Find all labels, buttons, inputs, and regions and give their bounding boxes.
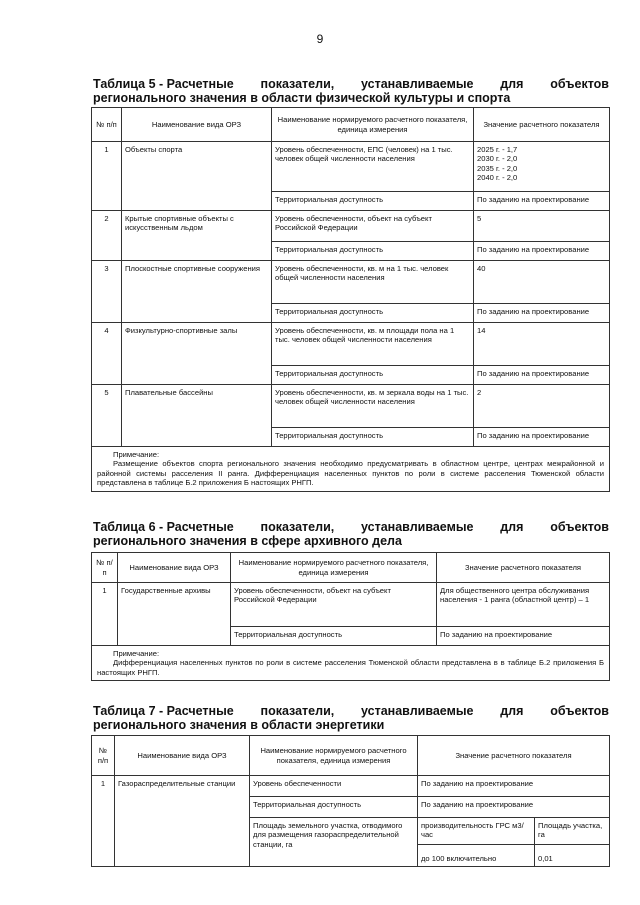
header-indicator: Наименование нормируемого расчетного показателя, единица измерения bbox=[272, 108, 474, 142]
row-num: 1 bbox=[92, 583, 118, 646]
table7 bbox=[91, 735, 610, 867]
row-num: 2 bbox=[92, 211, 122, 261]
row-indicator: Территориальная доступность bbox=[272, 366, 474, 385]
row-value: 2025 г. - 1,7 2030 г. - 2,0 2035 г. - 2,0 2040 г. - 2,0 bbox=[474, 142, 610, 192]
table6-header-row bbox=[92, 553, 610, 583]
header-value: Значение расчетного показателя bbox=[418, 736, 610, 776]
row-value: 14 bbox=[474, 323, 610, 366]
row-value: По заданию на проектирование bbox=[474, 304, 610, 323]
table7-header-row bbox=[92, 736, 610, 776]
table-row bbox=[92, 211, 610, 242]
table-row bbox=[92, 776, 610, 797]
row-name: Газораспределительные станции bbox=[115, 776, 250, 867]
header-value: Значение расчетного показателя bbox=[437, 553, 610, 583]
header-num: № п/п bbox=[92, 736, 115, 776]
row-num: 1 bbox=[92, 142, 122, 211]
table6-note-row bbox=[92, 646, 610, 681]
table5-header-row bbox=[92, 108, 610, 142]
row-name: Объекты спорта bbox=[122, 142, 272, 211]
row-indicator: Территориальная доступность bbox=[272, 304, 474, 323]
table6-note: Примечание: Дифференциация населенных пунктов по роли в системе расселения Тюменской области представлена в в таблице Б.2 приложения Б настоящих РНГП. bbox=[92, 646, 610, 681]
table6-title: Таблица 6 - Расчетные показатели, устанавливаемые для объектов регионального значения в сфере архивного дела bbox=[93, 520, 609, 548]
row-num: 3 bbox=[92, 261, 122, 323]
row-value: По заданию на проектирование bbox=[474, 192, 610, 211]
sub-cell-capacity: до 100 включительно bbox=[418, 845, 535, 867]
row-value: По заданию на проектирование bbox=[474, 428, 610, 447]
row-name: Плавательные бассейны bbox=[122, 385, 272, 447]
sub-cell-area: 0,01 bbox=[535, 845, 610, 867]
header-indicator: Наименование нормируемого расчетного показателя, единица измерения bbox=[231, 553, 437, 583]
table-row bbox=[92, 583, 610, 627]
table5-note: Примечание: Размещение объектов спорта регионального значения необходимо предусматривать в областном центре, центрах межрайонной и районной системы расселения II ранга. Дифференциация населенных пунктов по роли в системе расселения Тюменской области представлена в таблице Б.2 приложения Б настоящих РНГП. bbox=[92, 447, 610, 492]
row-name: Государственные архивы bbox=[118, 583, 231, 646]
table-row bbox=[92, 142, 610, 192]
row-value: 40 bbox=[474, 261, 610, 304]
row-num: 4 bbox=[92, 323, 122, 385]
header-name: Наименование вида ОРЗ bbox=[115, 736, 250, 776]
row-name: Плоскостные спортивные сооружения bbox=[122, 261, 272, 323]
row-value: 2 bbox=[474, 385, 610, 428]
sub-header-area: Площадь участка, га bbox=[535, 818, 610, 845]
header-num: № п/п bbox=[92, 553, 118, 583]
table-row bbox=[92, 261, 610, 304]
row-indicator: Уровень обеспеченности, кв. м зеркала воды на 1 тыс. человек общей численности населения bbox=[272, 385, 474, 428]
header-indicator: Наименование нормируемого расчетного показателя, единица измерения bbox=[250, 736, 418, 776]
row-indicator: Уровень обеспеченности bbox=[250, 776, 418, 797]
row-indicator: Территориальная доступность bbox=[272, 428, 474, 447]
header-name: Наименование вида ОРЗ bbox=[122, 108, 272, 142]
row-value: По заданию на проектирование bbox=[437, 627, 610, 646]
row-indicator: Территориальная доступность bbox=[272, 242, 474, 261]
header-value: Значение расчетного показателя bbox=[474, 108, 610, 142]
table-row bbox=[92, 385, 610, 428]
table5-title: Таблица 5 - Расчетные показатели, устанавливаемые для объектов регионального значения в области физической культуры и спорта bbox=[93, 77, 609, 105]
header-num: № п/п bbox=[92, 108, 122, 142]
row-indicator: Площадь земельного участка, отводимого для размещения газораспределительной станции, га bbox=[250, 818, 418, 867]
page-number: 9 bbox=[316, 32, 324, 46]
row-num: 1 bbox=[92, 776, 115, 867]
table5 bbox=[91, 107, 610, 492]
row-value: По заданию на проектирование bbox=[474, 366, 610, 385]
row-indicator: Уровень обеспеченности, объект на субъект Российской Федерации bbox=[231, 583, 437, 627]
table5-note-row bbox=[92, 447, 610, 492]
row-indicator: Территориальная доступность bbox=[231, 627, 437, 646]
row-indicator: Территориальная доступность bbox=[272, 192, 474, 211]
row-value: 5 bbox=[474, 211, 610, 242]
row-indicator: Уровень обеспеченности, кв. м площади пола на 1 тыс. человек общей численности населения bbox=[272, 323, 474, 366]
row-indicator: Территориальная доступность bbox=[250, 797, 418, 818]
header-name: Наименование вида ОРЗ bbox=[118, 553, 231, 583]
row-value: Для общественного центра обслуживания населения - 1 ранга (областной центр) – 1 bbox=[437, 583, 610, 627]
row-value: По заданию на проектирование bbox=[418, 797, 610, 818]
table6 bbox=[91, 552, 610, 681]
row-indicator: Уровень обеспеченности, объект на субъект Российской Федерации bbox=[272, 211, 474, 242]
row-value: По заданию на проектирование bbox=[474, 242, 610, 261]
row-indicator: Уровень обеспеченности, кв. м на 1 тыс. человек общей численности населения bbox=[272, 261, 474, 304]
row-name: Физкультурно-спортивные залы bbox=[122, 323, 272, 385]
row-name: Крытые спортивные объекты с искусственным льдом bbox=[122, 211, 272, 261]
table-row bbox=[92, 323, 610, 366]
sub-header-capacity: производительность ГРС м3/час bbox=[418, 818, 535, 845]
row-value: По заданию на проектирование bbox=[418, 776, 610, 797]
row-indicator: Уровень обеспеченности, ЕПС (человек) на 1 тыс. человек общей численности населения bbox=[272, 142, 474, 192]
row-num: 5 bbox=[92, 385, 122, 447]
table7-title: Таблица 7 - Расчетные показатели, устанавливаемые для объектов регионального значения в области энергетики bbox=[93, 704, 609, 732]
